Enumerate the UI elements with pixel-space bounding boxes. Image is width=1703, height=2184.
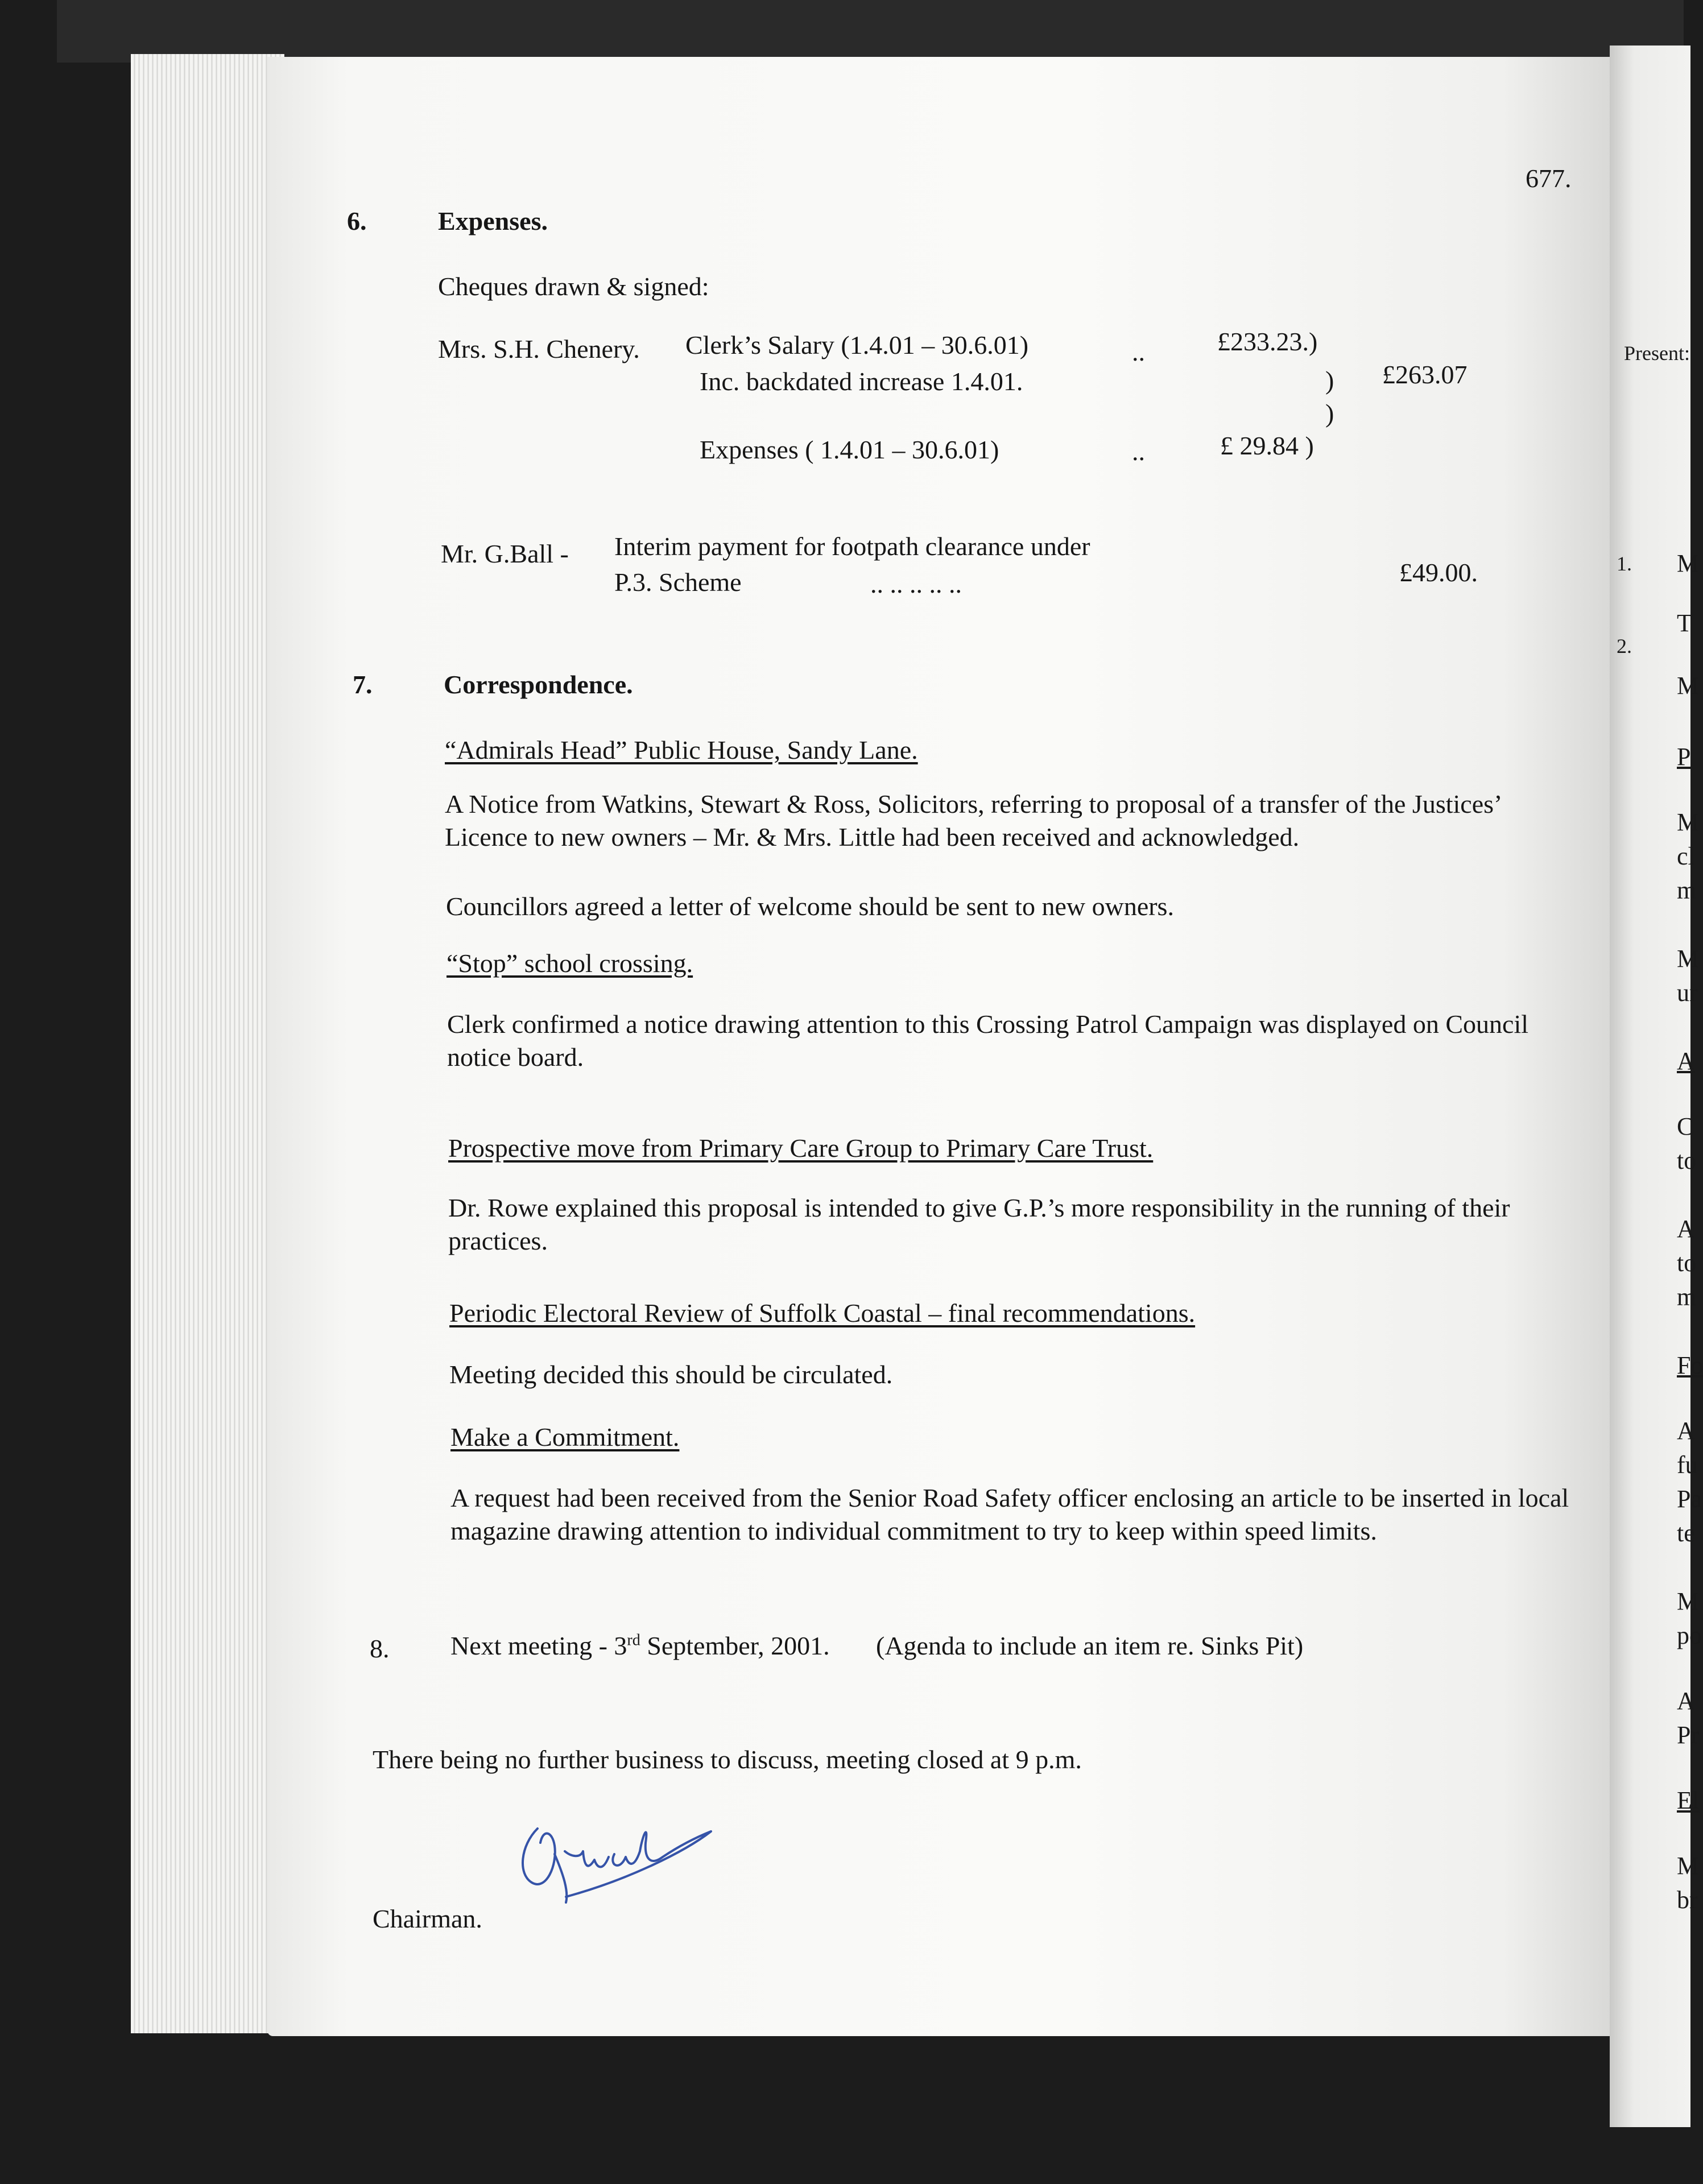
np-frag: M [1677,1852,1700,1880]
correspondence-body-electoral-review: Meeting decided this should be circulated. [449,1360,893,1389]
bracket-2: ) [1325,399,1334,428]
correspondence-heading-admirals: “Admirals Head” Public House, Sandy Lane. [445,735,918,764]
np-frag: br [1677,1886,1698,1914]
expense-item-footpath-line1: Interim payment for footpath clearance under [614,532,1090,561]
np-frag: m [1677,876,1697,904]
np-frag: to [1677,1249,1697,1277]
correspondence-body-care-trust: Dr. Rowe explained this proposal is intended to give G.P.’s more responsibility in the running of their practices. [448,1193,1510,1255]
closing-statement: There being no further business to discuss, meeting closed at 9 p.m. [373,1745,1082,1774]
expense-item-footpath-line2: P.3. Scheme [614,568,742,597]
np-present-label: Present: [1624,342,1690,365]
section-7-title: Correspondence. [444,670,633,699]
np-frag: A [1677,1047,1695,1075]
book-binding [57,0,1684,63]
payee-chenery: Mrs. S.H. Chenery. [438,334,640,363]
np-frag: M [1677,808,1700,836]
expense-item-salary: Clerk’s Salary (1.4.01 – 30.6.01) [685,330,1029,359]
correspondence-body-stop: Clerk confirmed a notice drawing attention to this Crossing Patrol Campaign was displayed on Council notice board. [447,1010,1529,1072]
expense-dots-1: .. [1132,337,1145,366]
np-num-1: 1. [1617,552,1632,575]
page-number: 677. [1526,164,1572,193]
correspondence-body-commitment: A request had been received from the Senior Road Safety officer enclosing an article to be inserted in local magazine drawing attention to individual commitment to try to keep within speed limits. [450,1483,1569,1545]
chairman-signature [515,1811,731,1908]
section-8-number: 8. [370,1634,390,1663]
next-meeting-agenda: (Agenda to include an item re. Sinks Pit) [876,1631,1304,1660]
page-edges [131,54,284,2033]
np-frag: po [1677,1622,1702,1649]
np-frag: A [1677,1215,1695,1243]
np-frag: El [1677,1786,1700,1814]
np-frag: A [1677,1687,1695,1715]
expense-dots-3: .. .. .. .. .. [870,569,962,598]
payee-ball: Mr. G.Ball - [441,539,569,568]
section-7-number: 7. [353,670,373,699]
np-num-2: 2. [1617,635,1632,657]
np-frag: Pa [1677,1485,1702,1513]
chairman-label: Chairman. [373,1904,482,1933]
correspondence-heading-care-trust: Prospective move from Primary Care Group to Primary Care Trust. [448,1134,1154,1163]
expense-item-expenses: Expenses ( 1.4.01 – 30.6.01) [700,435,999,464]
np-frag: M [1677,945,1700,973]
np-frag: m [1677,1283,1697,1311]
np-frag: M [1677,549,1700,577]
section-6-intro: Cheques drawn & signed: [438,272,709,301]
adjacent-page [1610,46,1703,2127]
np-frag: C [1677,1112,1694,1140]
np-frag: T [1677,609,1692,637]
correspondence-body-welcome: Councillors agreed a letter of welcome should be sent to new owners. [446,892,1174,921]
np-frag: fu [1677,1451,1698,1479]
np-frag: cl [1677,842,1695,870]
document-page [267,57,1610,2036]
expense-amount-footpath: £49.00. [1399,558,1478,587]
expense-dots-2: .. [1132,437,1145,466]
correspondence-heading-commitment: Make a Commitment. [450,1422,680,1451]
expense-amount-expenses: £ 29.84 ) [1220,431,1314,460]
correspondence-heading-electoral-review: Periodic Electoral Review of Suffolk Coastal – final recommendations. [449,1298,1196,1327]
np-frag: M [1677,672,1700,700]
correspondence-body-admirals: A Notice from Watkins, Stewart & Ross, Solicitors, referring to proposal of a transfer of the Justices’ Licence to new owners – Mr. & Mrs. Little had been received and acknowledged. [445,789,1501,851]
expense-amount-salary: £233.23.) [1217,327,1318,356]
np-frag: A [1677,1417,1695,1445]
expense-item-backdated: Inc. backdated increase 1.4.01. [700,367,1023,396]
section-6-title: Expenses. [438,206,548,235]
bracket-1: ) [1325,366,1334,395]
correspondence-heading-stop: “Stop” school crossing. [447,949,693,978]
next-meeting-date: Next meeting - 3rd September, 2001. [450,1631,830,1660]
section-6-number: 6. [347,206,367,235]
np-frag: te [1677,1519,1695,1547]
np-frag: Fo [1677,1351,1703,1379]
np-frag: M [1677,1587,1700,1615]
np-frag: ur [1677,979,1698,1007]
np-frag: P [1677,743,1691,771]
expense-total-chenery: £263.07 [1382,360,1468,389]
np-frag: to [1677,1147,1697,1174]
np-frag: Pr [1677,1721,1700,1749]
